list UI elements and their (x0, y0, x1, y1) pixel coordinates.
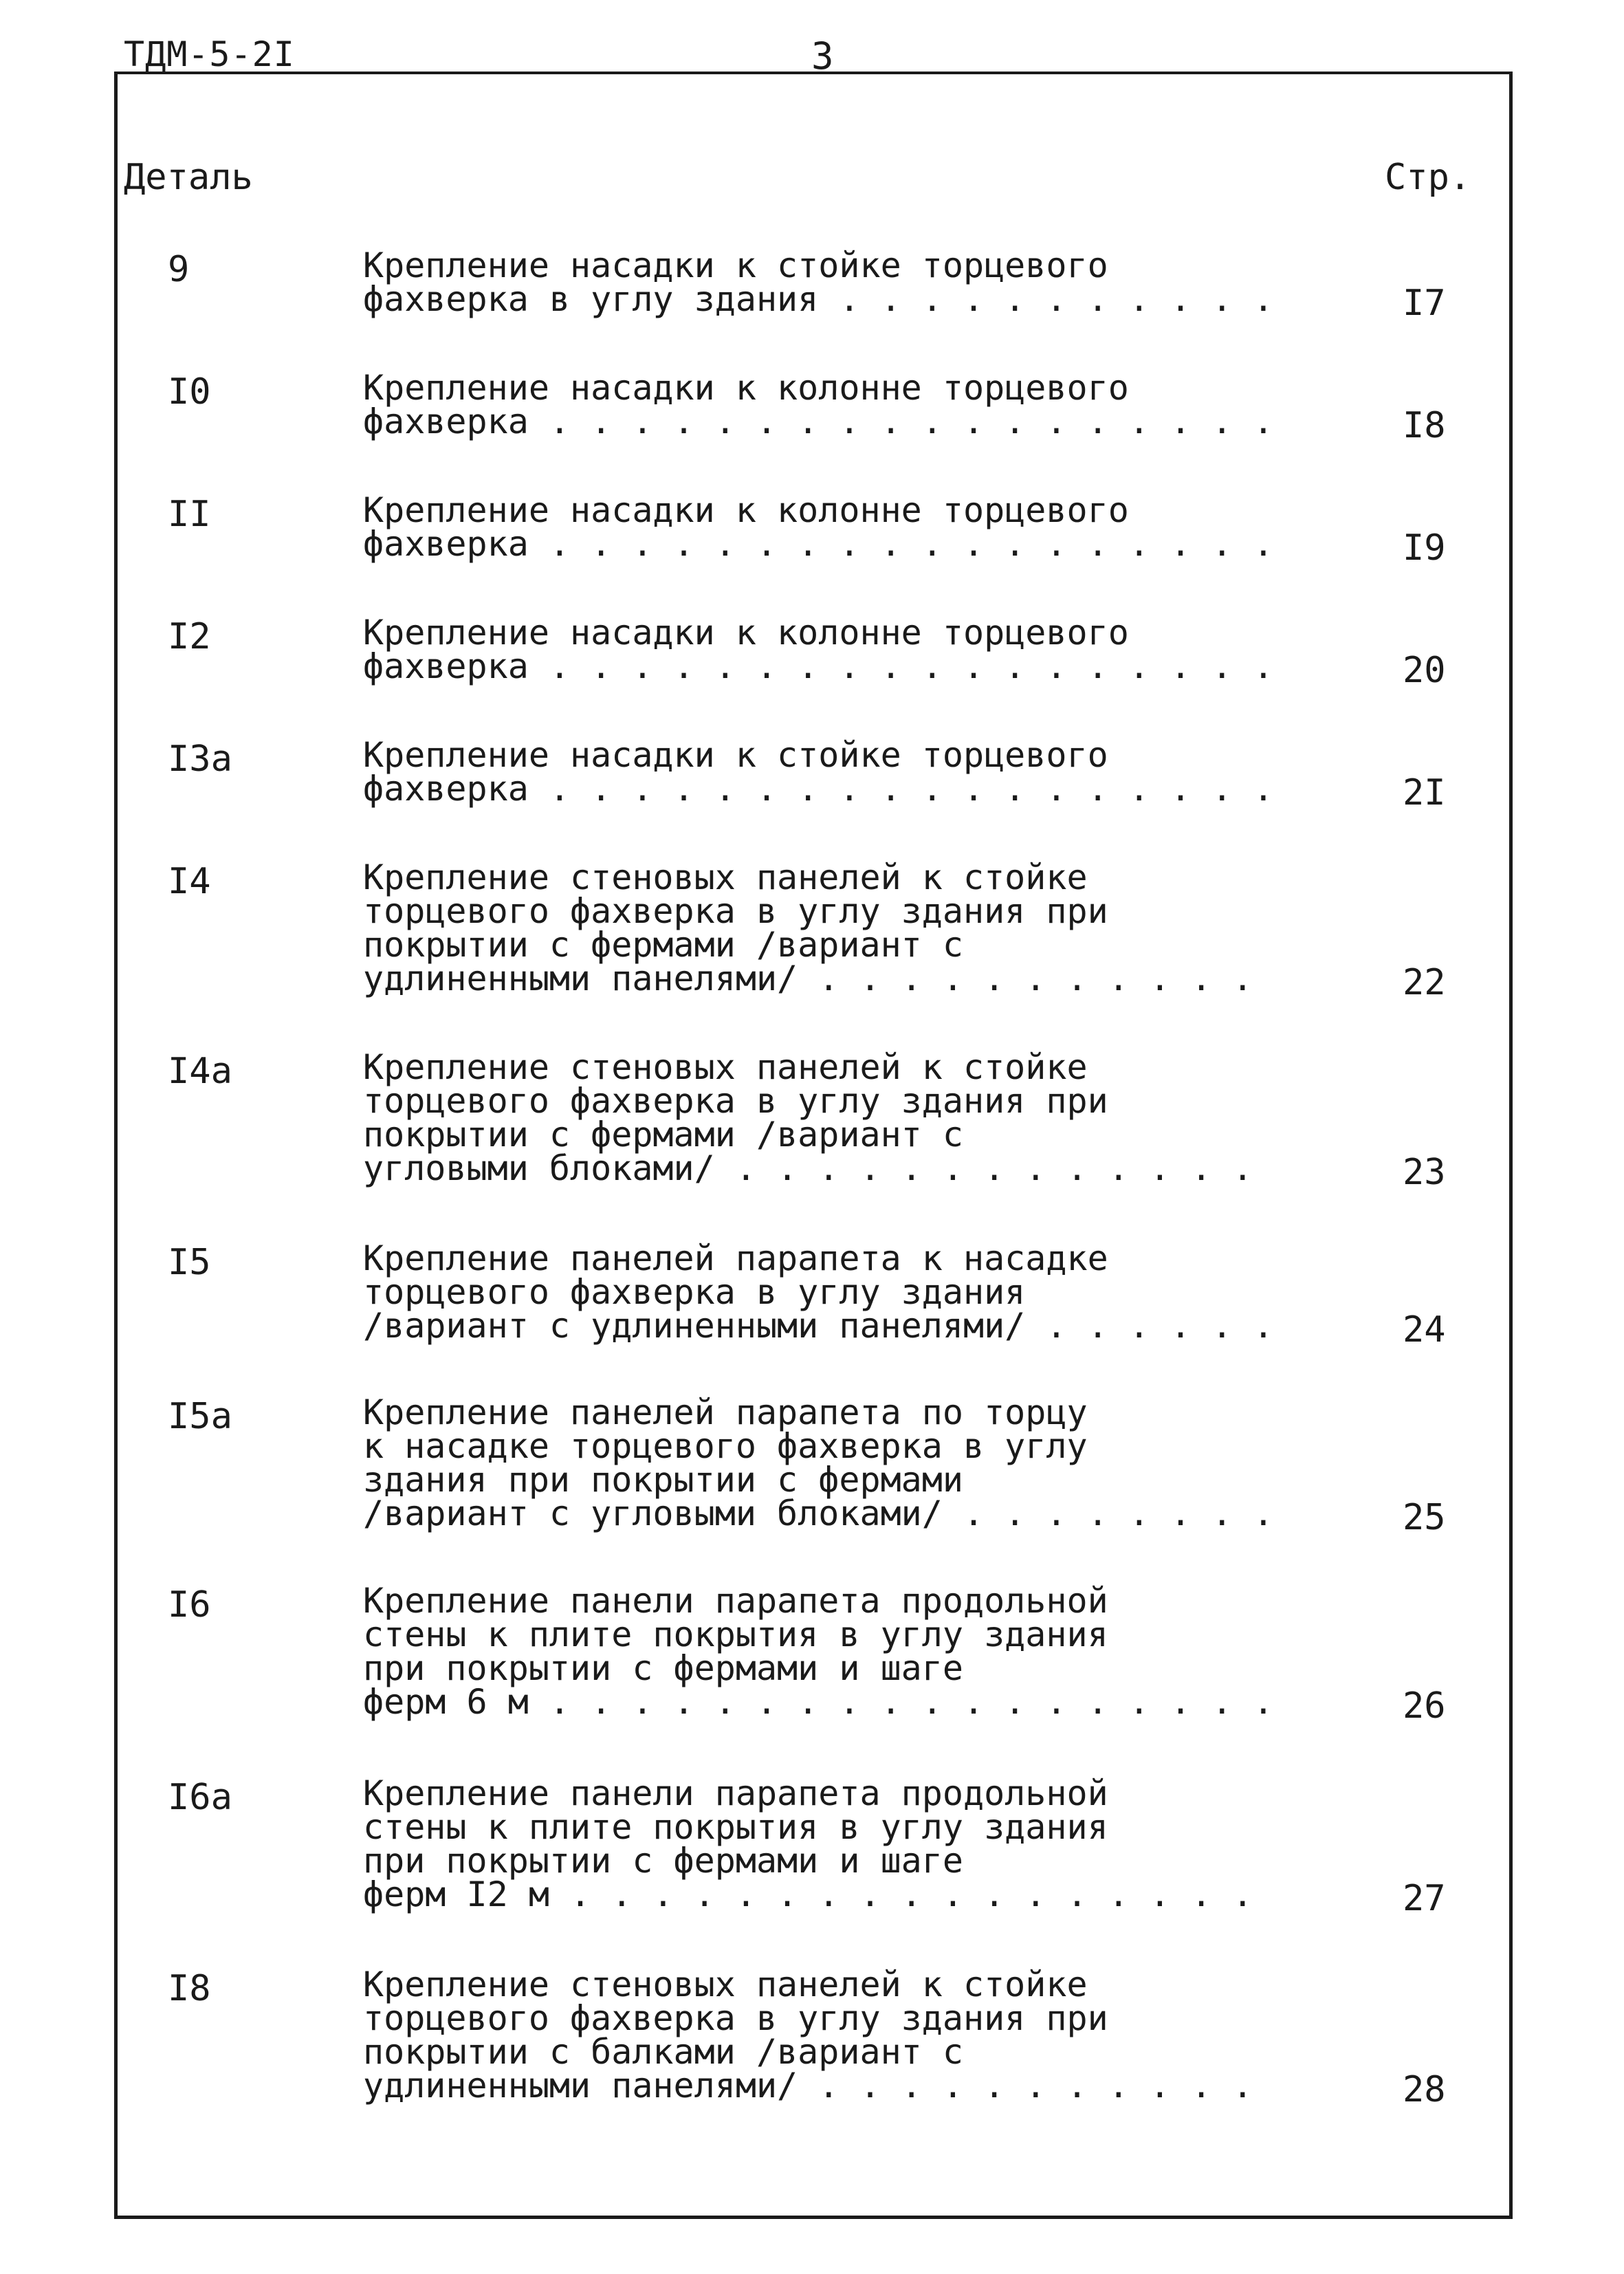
detail-title: Крепление панели парапета продольной стены к плите покрытия в углу здания при покрытии с фермами и шаге ферм 6 м . . . . . . . . . . . . . . . . . . (363, 1581, 1274, 1722)
detail-title: Крепление насадки к колонне торцевого фахверка . . . . . . . . . . . . . . . . . . (363, 368, 1274, 441)
page-ref: 20 (1403, 650, 1446, 691)
page-ref: 28 (1403, 2069, 1446, 2110)
page-ref: I7 (1403, 283, 1446, 324)
page-ref: 25 (1403, 1497, 1446, 1538)
page-ref: 23 (1403, 1152, 1446, 1193)
detail-number: 9 (168, 249, 190, 290)
detail-title: Крепление насадки к колонне торцевого фахверка . . . . . . . . . . . . . . . . . . (363, 490, 1274, 564)
detail-title: Крепление насадки к колонне торцевого фахверка . . . . . . . . . . . . . . . . . . (363, 613, 1274, 686)
document-code: ТДМ-5-2I (124, 34, 295, 74)
detail-number: I4а (168, 1051, 232, 1092)
detail-number: I6а (168, 1777, 232, 1818)
column-header-page: Стр. (1385, 157, 1471, 198)
detail-title: Крепление стеновых панелей к стойке торцевого фахверка в углу здания при покрытии с балками /вариант с удлиненными панелями/ . . . . . . . . . . . (363, 1965, 1253, 2106)
detail-title: Крепление стеновых панелей к стойке торцевого фахверка в углу здания при покрытии с фермами /вариант с угловыми блоками/ . . . . . . . . . . . . . (363, 1047, 1253, 1188)
detail-number: I4 (168, 861, 211, 902)
column-header-detail: Деталь (124, 157, 253, 198)
detail-number: II (168, 494, 211, 535)
page-ref: 2I (1403, 772, 1446, 813)
page-ref: 27 (1403, 1878, 1446, 1919)
detail-title: Крепление насадки к стойке торцевого фахверка в углу здания . . . . . . . . . . . (363, 245, 1274, 319)
detail-title: Крепление панелей парапета по торцу к насадке торцевого фахверка в углу здания при покрытии с фермами /вариант с угловыми блоками/ . . . . . . . . (363, 1392, 1274, 1533)
detail-number: I8 (168, 1968, 211, 2009)
page-ref: 26 (1403, 1685, 1446, 1727)
detail-title: Крепление стеновых панелей к стойке торцевого фахверка в углу здания при покрытии с фермами /вариант с удлиненными панелями/ . . . . . . . . . . . (363, 857, 1253, 998)
detail-number: I5 (168, 1242, 211, 1283)
detail-number: I5а (168, 1396, 232, 1437)
detail-title: Крепление панели парапета продольной стены к плите покрытия в углу здания при покрытии с фермами и шаге ферм I2 м . . . . . . . . . . . . . . . . . (363, 1773, 1253, 1914)
page-ref: I8 (1403, 405, 1446, 446)
detail-title: Крепление панелей парапета к насадке торцевого фахверка в углу здания /вариант с удлиненными панелями/ . . . . . . (363, 1238, 1274, 1346)
detail-number: I3а (168, 739, 232, 780)
page-ref: 24 (1403, 1309, 1446, 1351)
detail-number: I0 (168, 371, 211, 413)
page-number: 3 (811, 34, 834, 78)
detail-number: I2 (168, 616, 211, 657)
detail-number: I6 (168, 1584, 211, 1626)
page-ref: 22 (1403, 962, 1446, 1003)
page-ref: I9 (1403, 527, 1446, 569)
detail-title: Крепление насадки к стойке торцевого фахверка . . . . . . . . . . . . . . . . . . (363, 735, 1274, 809)
